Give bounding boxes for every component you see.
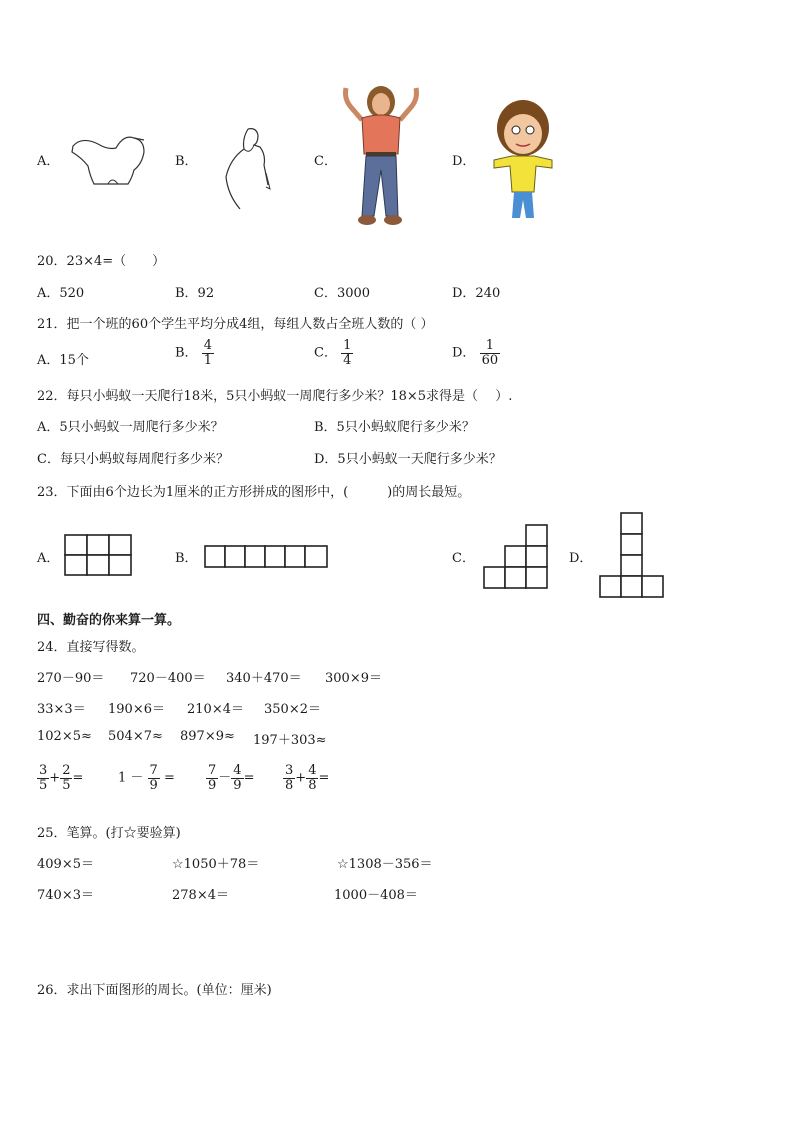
question-21: 21．把一个班的60个学生平均分成4组，每组人数占全班人数的（ ） xyxy=(37,317,434,332)
q21-option-b-fraction: $\frac{4}{1}$ xyxy=(203,338,212,368)
boy-arms-out-image xyxy=(484,96,562,220)
question-26: 26．求出下面图形的周长。(单位：厘米) xyxy=(37,983,272,998)
q24-r3-c2: 504×7≈ xyxy=(108,729,163,744)
q24-r2-c2: 190×6＝ xyxy=(108,702,165,717)
q19-option-d-label: D． xyxy=(452,154,476,169)
question-24: 24．直接写得数。 xyxy=(37,640,145,655)
question-20: 20．23×4=（ ） xyxy=(37,254,166,269)
q20-option-d[interactable]: D．240 xyxy=(452,286,501,301)
q24-r2-c1: 33×3＝ xyxy=(37,702,86,717)
q21-option-b-letter: B． xyxy=(175,345,198,361)
q24-r2-c3: 210×4＝ xyxy=(187,702,244,717)
q25-r1-c2: ☆1050＋78＝ xyxy=(172,857,260,872)
q23-option-a[interactable]: A． xyxy=(37,551,60,566)
q24-fraction-4: $\frac{3}{8}$ + $\frac{4}{8}$ = xyxy=(285,763,330,793)
woman-arms-raised-image xyxy=(340,84,422,232)
question-22: 22．每只小蚂蚁一天爬行18米，5只小蚂蚁一周爬行多少米？18×5求得是（ ）. xyxy=(37,389,513,404)
q24-r1-c2: 720－400＝ xyxy=(130,671,206,686)
question-25: 25．笔算。(打☆要验算) xyxy=(37,826,181,841)
q24-r3-c1: 102×5≈ xyxy=(37,729,92,744)
q19-option-b-label: B． xyxy=(175,154,198,169)
q24-r1-c3: 340＋470＝ xyxy=(226,671,302,686)
q23-figure-c xyxy=(483,524,549,590)
q21-option-c[interactable] xyxy=(314,339,353,367)
q21-option-c-fraction: $\frac{1}{4}$ xyxy=(343,338,352,368)
q24-r1-c4: 300×9＝ xyxy=(325,671,382,686)
q22-option-b[interactable]: B．5只小蚂蚁爬行多少米？ xyxy=(314,420,475,435)
q24-r3-c4: 197＋303≈ xyxy=(253,733,327,748)
q23-option-c[interactable]: C． xyxy=(452,551,475,566)
q21-option-c-letter: C． xyxy=(314,345,337,361)
q23-figure-a xyxy=(64,534,134,576)
q24-fraction-1: $\frac{3}{5}$ + $\frac{2}{5}$ = xyxy=(39,763,84,793)
q23-figure-b xyxy=(204,545,330,569)
q21-option-d[interactable] xyxy=(452,339,500,367)
q21-option-d-letter: D． xyxy=(452,345,476,361)
q25-r1-c1: 409×5＝ xyxy=(37,857,94,872)
q23-option-d[interactable]: D． xyxy=(569,551,593,566)
question-23: 23．下面由6个边长为1厘米的正方形拼成的图形中，( )的周长最短。 xyxy=(37,485,471,500)
q21-option-a[interactable]: A．15个 xyxy=(37,353,89,368)
q25-r2-c3: 1000－408＝ xyxy=(334,888,418,903)
q22-option-a[interactable]: A．5只小蚂蚁一周爬行多少米？ xyxy=(37,420,224,435)
q23-option-b[interactable]: B． xyxy=(175,551,198,566)
q25-r1-c3: ☆1308－356＝ xyxy=(337,857,433,872)
section-4-title: 四、勤奋的你来算一算。 xyxy=(37,613,181,628)
hand-gesture-image xyxy=(210,125,280,213)
q24-r1-c1: 270－90＝ xyxy=(37,671,105,686)
q20-option-b[interactable]: B．92 xyxy=(175,286,215,301)
q25-r2-c2: 278×4＝ xyxy=(172,888,229,903)
q20-option-a[interactable]: A．520 xyxy=(37,286,85,301)
q21-option-d-fraction: $\frac{1}{60}$ xyxy=(481,338,499,368)
q24-fraction-3: $\frac{7}{9}$ － $\frac{4}{9}$ = xyxy=(208,763,255,793)
q23-figure-d xyxy=(599,512,665,600)
q19-option-c-label: C． xyxy=(314,154,337,169)
hand-shadow-bird-image xyxy=(68,126,150,190)
q19-option-a-label: A． xyxy=(37,154,60,169)
q22-option-d[interactable]: D．5只小蚂蚁一天爬行多少米？ xyxy=(314,452,502,467)
q24-fraction-2: 1 － $\frac{7}{9}$ = xyxy=(118,763,175,793)
q24-r2-c4: 350×2＝ xyxy=(264,702,321,717)
q21-option-b[interactable] xyxy=(175,339,214,367)
q22-option-c[interactable]: C．每只小蚂蚁每周爬行多少米？ xyxy=(37,452,229,467)
q24-r3-c3: 897×9≈ xyxy=(180,729,235,744)
q20-option-c[interactable]: C．3000 xyxy=(314,286,371,301)
q25-r2-c1: 740×3＝ xyxy=(37,888,94,903)
